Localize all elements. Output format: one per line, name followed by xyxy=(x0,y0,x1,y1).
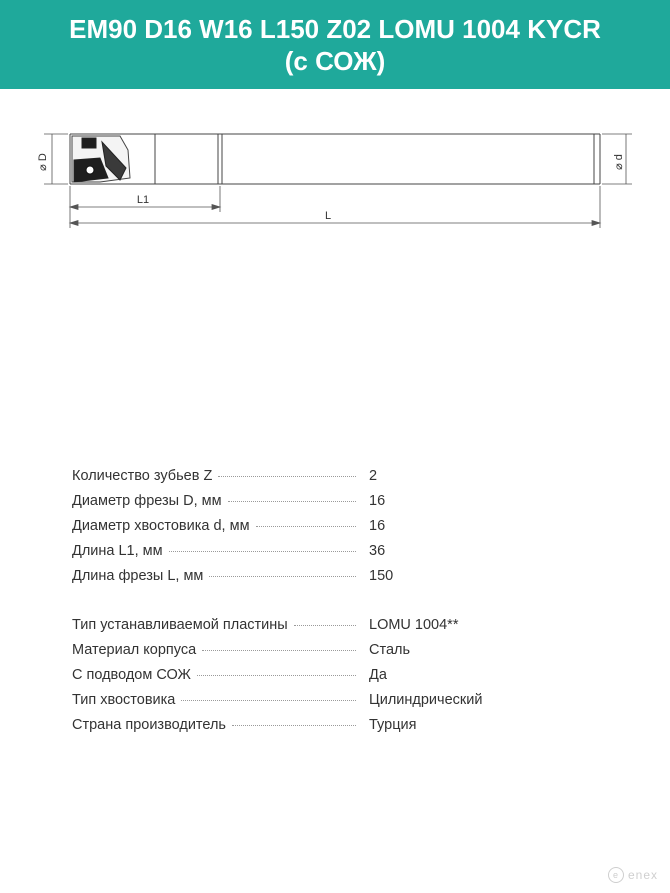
dotted-leader xyxy=(294,625,356,626)
page-header xyxy=(0,0,670,89)
spec-value: Цилиндрический xyxy=(369,692,483,708)
spec-value: Сталь xyxy=(369,642,411,658)
dotted-leader xyxy=(232,725,356,726)
dimension-L1 xyxy=(70,186,220,228)
dotted-leader xyxy=(197,675,356,676)
dotted-leader xyxy=(202,650,356,651)
spec-value: 36 xyxy=(369,543,386,559)
label-d: ⌀ d xyxy=(613,154,625,170)
spec-row-coolant xyxy=(72,667,612,692)
spec-value: 150 xyxy=(369,568,394,584)
dotted-leader xyxy=(228,501,356,502)
spec-value: Да xyxy=(369,667,387,683)
spec-label: Количество зубьев Z xyxy=(72,468,213,484)
spec-row-body-material xyxy=(72,642,612,667)
spec-label: Тип устанавливаемой пластины xyxy=(72,617,288,633)
specs-group-dimensions xyxy=(72,468,612,593)
spec-row-shank-type xyxy=(72,692,612,717)
spec-row-length-l1 xyxy=(72,543,612,568)
spec-row-insert-type xyxy=(72,617,612,642)
spec-label: Тип хвостовика xyxy=(72,692,176,708)
label-D: ⌀ D xyxy=(37,153,49,171)
spec-label: Длина L1, мм xyxy=(72,543,163,559)
dotted-leader xyxy=(209,576,356,577)
dotted-leader xyxy=(218,476,356,477)
spec-label: Материал корпуса xyxy=(72,642,197,658)
spec-row-shank-diameter xyxy=(72,518,612,543)
spec-label: С подводом СОЖ xyxy=(72,667,191,683)
spec-label: Диаметр фрезы D, мм xyxy=(72,493,222,509)
spec-row-teeth xyxy=(72,468,612,493)
brand-name: enex xyxy=(627,868,658,882)
spec-value: 16 xyxy=(369,518,386,534)
spec-row-country xyxy=(72,717,612,742)
label-L: L xyxy=(324,210,332,222)
spec-value: LOMU 1004** xyxy=(369,617,459,633)
title-line-1: EM90 D16 W16 L150 Z02 LOMU 1004 KYCR xyxy=(69,13,601,44)
spec-value: Турция xyxy=(369,717,417,733)
cutting-head xyxy=(72,136,130,182)
specs-group-properties xyxy=(72,617,612,742)
spec-row-cutter-diameter xyxy=(72,493,612,518)
spec-label: Диаметр хвостовика d, мм xyxy=(72,518,250,534)
spec-value: 2 xyxy=(369,468,378,484)
enex-logo-icon: e xyxy=(608,867,624,883)
spec-row-length-l xyxy=(72,568,612,593)
tool-body xyxy=(70,134,600,184)
dotted-leader xyxy=(256,526,356,527)
label-L1: L1 xyxy=(136,194,150,206)
dotted-leader xyxy=(181,700,356,701)
title-line-2: (с СОЖ) xyxy=(284,45,386,76)
spec-label: Длина фрезы L, мм xyxy=(72,568,204,584)
dotted-leader xyxy=(169,551,356,552)
tool-drawing xyxy=(0,120,670,235)
spec-label: Страна производитель xyxy=(72,717,226,733)
spec-value: 16 xyxy=(369,493,386,509)
brand-logo xyxy=(608,867,658,883)
